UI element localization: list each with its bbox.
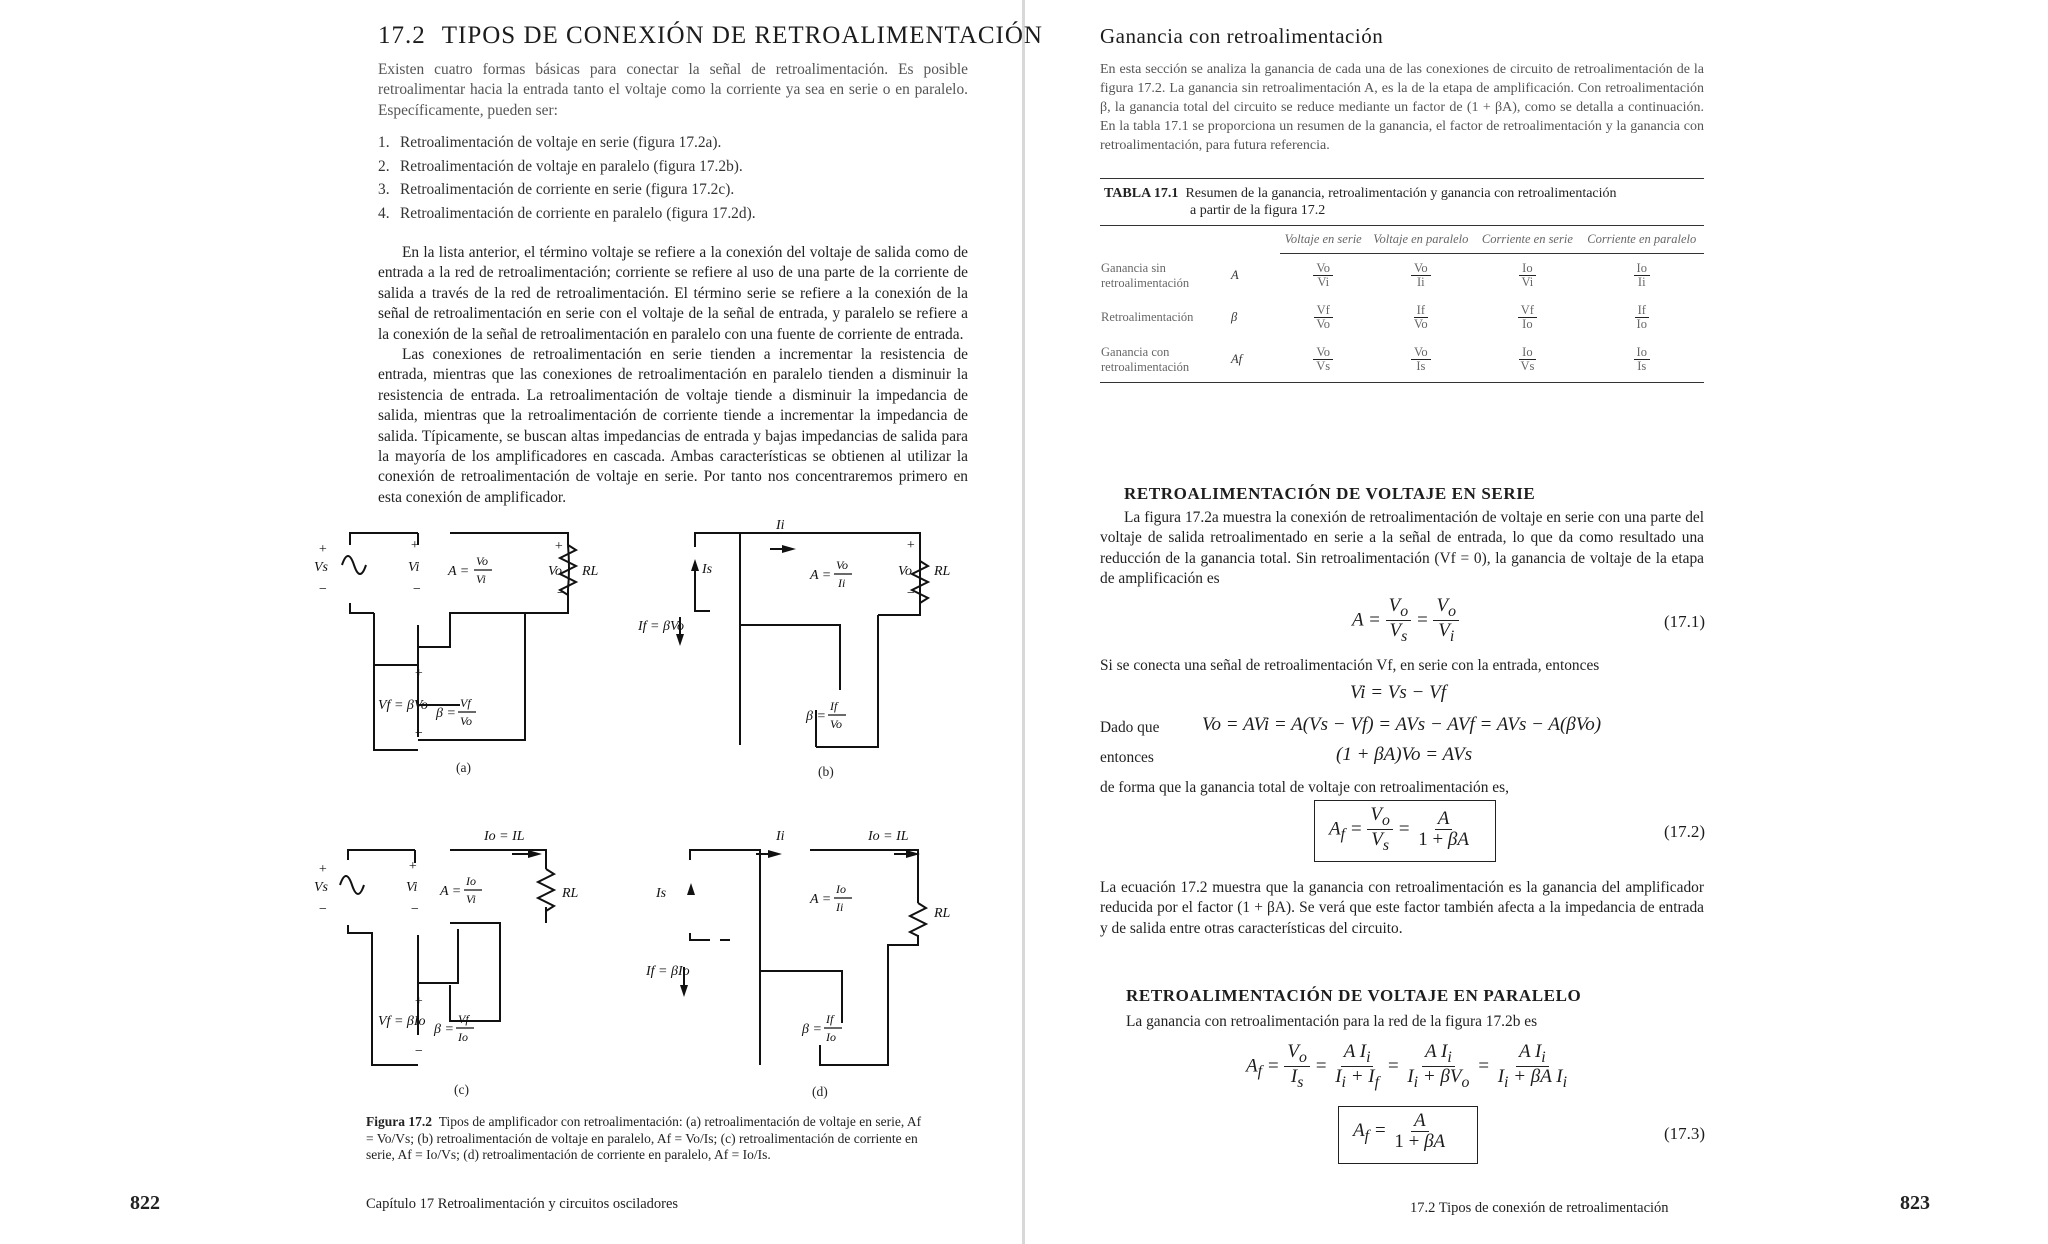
table-cell-num: Vo — [1411, 262, 1431, 276]
svg-text:Vo: Vo — [898, 564, 912, 579]
svg-text:RL: RL — [934, 906, 951, 921]
table-cell-den: Vs — [1520, 359, 1535, 373]
table-cell-den: Ii — [1417, 275, 1425, 290]
svg-text:+: + — [410, 538, 420, 553]
table-label: TABLA 17.1 — [1104, 186, 1179, 201]
table-cell-num: Io — [1519, 346, 1535, 360]
col-header: Corriente en paralelo — [1580, 226, 1705, 254]
equation-number-17-1: (17.1) — [1664, 612, 1706, 631]
arrow-ii-d — [768, 850, 782, 858]
parallel-paragraph: La ganancia con retroalimentación para la red de la figura 17.2b es — [1126, 1013, 1538, 1030]
svg-text:−: − — [412, 582, 422, 597]
col-header: Voltaje en paralelo — [1366, 226, 1475, 254]
row-label: Ganancia con retroalimentación — [1101, 344, 1190, 374]
list-item: 1. Retroalimentación de voltaje en serie (figura 17.2a). — [378, 134, 722, 151]
equation-number-17-3: (17.3) — [1664, 1124, 1706, 1143]
connection-type-list — [378, 131, 938, 225]
list-item: 2. Retroalimentación de voltaje en paralelo (figura 17.2b). — [378, 157, 743, 175]
svg-text:+: + — [906, 538, 916, 553]
table-row — [1100, 338, 1704, 382]
resistor-d — [910, 903, 926, 936]
figure-caption-text: Tipos de amplificador con retroalimentación: (a) retroalimentación de voltaje en serie, Af = Vo/Vs; (b) retroalimentación de voltaje en paralelo, Af = Vo/Is; (c) retroalimentación de corriente en serie, Af = Io/Vs; (d) retroalimentación de corriente en paralelo, Af = Io/Is. — [366, 1114, 922, 1162]
svg-text:Io = IL: Io = IL — [484, 829, 525, 844]
svg-text:If: If — [826, 1012, 834, 1026]
svg-text:β =: β = — [436, 706, 456, 721]
table-cell-den: Vi — [1521, 275, 1534, 290]
col-header: Voltaje en serie — [1280, 226, 1366, 254]
table-row — [1100, 298, 1704, 338]
figure-label-a: (a) — [456, 760, 471, 775]
resistor-c — [538, 869, 554, 911]
svg-text:β =: β = — [806, 709, 826, 724]
svg-text:RL: RL — [562, 886, 579, 901]
arrow-io-c — [528, 850, 542, 858]
figure-17-2-circuits — [300, 505, 980, 1105]
svg-text:A =: A = — [448, 564, 470, 579]
svg-text:If: If — [830, 699, 838, 713]
table-17-1 — [1100, 178, 1704, 383]
svg-text:RL: RL — [934, 564, 951, 579]
svg-text:Vf = βVo: Vf = βVo — [378, 698, 428, 713]
running-footer-right: 17.2 Tipos de conexión de retroalimentación — [1410, 1200, 1669, 1216]
section-number: 17.2 — [378, 22, 426, 49]
figure-label-d: (d) — [812, 1084, 828, 1099]
svg-text:Is: Is — [656, 886, 667, 901]
section-heading — [378, 22, 1043, 50]
svg-text:Io: Io — [826, 1030, 836, 1044]
svg-text:Vo: Vo — [460, 714, 472, 728]
running-footer-left: Capítulo 17 Retroalimentación y circuitos osciladores — [366, 1196, 679, 1212]
table-cell-num: Vo — [1313, 262, 1333, 276]
table-header-row — [1100, 226, 1704, 254]
entonces-label: entonces — [1100, 749, 1154, 766]
svg-text:−: − — [906, 586, 916, 601]
entonces-equation: (1 + βA)Vo = AVs — [1336, 744, 1473, 765]
svg-text:β =: β = — [802, 1022, 822, 1037]
svg-text:β =: β = — [434, 1022, 454, 1037]
svg-text:+: + — [318, 862, 328, 877]
svg-text:Ii: Ii — [838, 576, 846, 590]
svg-text:Ii: Ii — [776, 829, 785, 844]
list-item: 4. Retroalimentación de corriente en paralelo (figura 17.2d). — [378, 204, 756, 222]
equation-17-1: A = $\frac{V_o}{V_s}$ = $\frac{V_o}{V_i}$ — [1352, 596, 1459, 646]
svg-text:Io: Io — [466, 874, 476, 888]
section-heading-series: RETROALIMENTACIÓN DE VOLTAJE EN SERIE — [1124, 484, 1536, 503]
table-cell-num: Io — [1634, 262, 1650, 276]
table-cell-num: Vo — [1411, 346, 1431, 360]
svg-text:−: − — [318, 902, 328, 917]
svg-text:RL: RL — [582, 564, 599, 579]
book-spine — [1022, 0, 1025, 1244]
row-label: Ganancia sin retroalimentación — [1101, 260, 1190, 290]
svg-text:Vo: Vo — [476, 554, 488, 568]
table-cell-den: Io — [1636, 317, 1647, 331]
source-a — [342, 556, 366, 574]
table-cell-num: If — [1635, 304, 1649, 318]
figure-label-b: (b) — [818, 764, 834, 779]
svg-text:+: + — [318, 542, 328, 557]
svg-text:−: − — [318, 582, 328, 597]
table-title-1: Resumen de la ganancia, retroalimentación y ganancia con retroalimentación — [1185, 186, 1617, 201]
source-c — [340, 876, 364, 894]
row-symbol: Af — [1231, 352, 1243, 366]
svg-text:If = βIo: If = βIo — [646, 964, 690, 979]
table-cell-den: Vo — [1316, 317, 1331, 331]
svg-text:Is: Is — [702, 562, 713, 577]
equation-17-2-explanation: La ecuación 17.2 muestra que la ganancia con retroalimentación es la ganancia del amplificador reducida por el factor (1 + βA). Se verá que este factor también afecta a la impedancia de entrada y de salida entre otras características del circuito. — [1100, 879, 1704, 937]
svg-text:Ii: Ii — [776, 518, 785, 533]
row-label: Retroalimentación — [1101, 310, 1194, 324]
figure-caption — [366, 1114, 926, 1164]
svg-text:Vo: Vo — [836, 558, 848, 572]
svg-text:A =: A = — [810, 892, 832, 907]
svg-text:A =: A = — [440, 884, 462, 899]
summary-table — [1100, 226, 1704, 382]
svg-text:If = βVo: If = βVo — [638, 619, 684, 634]
table-cell-den: Vi — [1317, 275, 1330, 290]
gain-intro-paragraph: En esta sección se analiza la ganancia de cada una de las conexiones de circuito de retroalimentación de la figura 17.2. La ganancia sin retroalimentación A, es la de la etapa de amplificación. Con retroalimentación β, la ganancia total del circuito se reduce mediante un factor de (1 + βA), como se detalla a continuación. En la tabla 17.1 se proporciona un resumen de la ganancia, el factor de retroalimentación y la ganancia con retroalimentación, para futura referencia. — [1100, 62, 1704, 153]
svg-text:Vo: Vo — [830, 717, 842, 731]
svg-text:−: − — [414, 1044, 424, 1059]
figure-label-c: (c) — [454, 1082, 469, 1097]
svg-text:Vi: Vi — [466, 892, 476, 906]
series-paragraph: La figura 17.2a muestra la conexión de retroalimentación de voltaje en serie con una parte del voltaje de salida retroalimentado en serie a la señal de entrada, lo que da como resultado una reducción de la ganancia total. Sin retroalimentación (Vf = 0), la ganancia de voltaje de la etapa de amplificación es — [1100, 509, 1704, 588]
arrow-if-b — [676, 634, 684, 646]
table-cell-num: Vf — [1518, 304, 1537, 318]
table-cell-num: Io — [1519, 262, 1535, 276]
series-connection-text: Si se conecta una señal de retroalimentación Vf, en serie con la entrada, entonces — [1100, 657, 1600, 674]
svg-text:Vs: Vs — [314, 560, 328, 575]
equation-number-17-2: (17.2) — [1664, 822, 1706, 841]
svg-text:Io = IL: Io = IL — [868, 829, 909, 844]
table-cell-den: Ii — [1637, 275, 1646, 290]
svg-text:Io: Io — [458, 1030, 468, 1044]
parallel-gain-derivation: $A_f$ = $\frac{V_o}{I_s}$ = $\frac{A I_i}{I_i + I_f}$ = $\frac{A I_i}{I_i + \beta V_o}$ = $\frac{A I_i}{I_i + \beta A I_i}$ — [1246, 1041, 1567, 1092]
svg-text:A =: A = — [810, 568, 832, 583]
svg-text:Vi: Vi — [406, 880, 418, 895]
arrow-is-d — [687, 883, 695, 895]
arrow-ii-b — [782, 545, 796, 553]
table-cell-num: Vf — [1314, 304, 1333, 318]
body-paragraph-2: Las conexiones de retroalimentación en serie tienden a incrementar la resistencia de entrada, mientras que las conexiones de retroalimentación en paralelo tienden a disminuir la resistencia de entrada. La retroalimentación de voltaje tiende a disminuir la impedancia de salida, mientras que la retroalimentación de corriente tiende a incrementar la impedancia de salida. Típicamente, se buscan altas impedancias de entrada y bajas impedancias de salida para la mayoría de los amplificadores en cascada. Ambas características se obtienen al utilizar la conexión de retroalimentación de voltaje en serie. Por tanto nos concentraremos primero en esta conexión de amplificador. — [378, 346, 968, 506]
row-symbol: β — [1231, 310, 1238, 324]
table-cell-den: Is — [1416, 359, 1426, 373]
intro-paragraph: Existen cuatro formas básicas para conectar la señal de retroalimentación. Es posible retroalimentar hacia la entrada tanto el voltaje como la corriente ya sea en serie o en paralelo. Específicamente, pueden ser: — [378, 61, 968, 119]
svg-text:−: − — [556, 586, 566, 601]
table-cell-den: Is — [1637, 359, 1647, 373]
arrow-is-b — [691, 559, 699, 571]
svg-text:+: + — [554, 539, 564, 554]
svg-text:+: + — [414, 666, 424, 681]
section-heading-parallel: RETROALIMENTACIÓN DE VOLTAJE EN PARALELO — [1126, 986, 1582, 1005]
svg-text:+: + — [414, 994, 424, 1009]
table-row — [1100, 254, 1704, 298]
equation-17-3-box: $A_f$ = $\frac{A}{1 + \beta A}$ — [1338, 1106, 1478, 1164]
svg-text:−: − — [414, 726, 424, 741]
table-cell-num: Io — [1634, 346, 1650, 360]
list-item: 3. Retroalimentación de corriente en serie (figura 17.2c). — [378, 181, 735, 198]
table-cell-num: If — [1414, 304, 1428, 318]
svg-text:Vf: Vf — [458, 1012, 469, 1026]
page-number-right: 823 — [1900, 1192, 1930, 1214]
vi-equation: Vi = Vs − Vf — [1350, 682, 1447, 703]
right-page-heading: Ganancia con retroalimentación — [1100, 24, 1384, 48]
table-cell-den: Vs — [1316, 359, 1331, 373]
col-header: Corriente en serie — [1475, 226, 1579, 254]
equation-17-2-box: $A_f$ = $\frac{V_o}{V_s}$ = $\frac{A}{1 + \beta A}$ — [1314, 800, 1496, 862]
svg-text:Vs: Vs — [314, 880, 328, 895]
svg-text:Vf: Vf — [460, 696, 471, 710]
row-symbol: A — [1231, 268, 1239, 282]
page-number-left: 822 — [130, 1192, 160, 1214]
table-title-2: a partir de la figura 17.2 — [1190, 203, 1326, 218]
svg-text:Io: Io — [836, 882, 846, 896]
table-cell-den: Vo — [1414, 317, 1428, 331]
svg-text:Vf = βIo: Vf = βIo — [378, 1014, 426, 1029]
svg-text:−: − — [410, 902, 420, 917]
svg-text:Ii: Ii — [836, 900, 844, 914]
svg-text:Vo: Vo — [548, 564, 562, 579]
table-caption — [1100, 179, 1704, 225]
dado-que-label: Dado que — [1100, 719, 1160, 736]
svg-text:Vi: Vi — [476, 572, 486, 586]
section-title: TIPOS DE CONEXIÓN DE RETROALIMENTACIÓN — [441, 22, 1043, 49]
figure-caption-label: Figura 17.2 — [366, 1114, 432, 1129]
body-paragraph-1: En la lista anterior, el término voltaje se refiere a la conexión del voltaje de salida como de entrada a la red de retroalimentación; corriente se refiere al uso de una parte de la corriente de salida a través de la red de retroalimentación. El término serie se refiere a la conexión de la señal de retroalimentación en serie con el voltaje de la señal de entrada, y paralelo se refiere a la conexión de la señal de retroalimentación en paralelo con una fuente de corriente de entrada. — [378, 244, 968, 343]
dado-que-equation: Vo = AVi = A(Vs − Vf) = AVs − AVf = AVs − A(βVo) — [1202, 714, 1602, 735]
de-forma-text: de forma que la ganancia total de voltaje con retroalimentación es, — [1100, 779, 1509, 796]
table-cell-num: Vo — [1313, 346, 1333, 360]
table-cell-den: Io — [1522, 317, 1533, 331]
svg-text:Vi: Vi — [408, 560, 420, 575]
svg-text:+: + — [408, 859, 418, 874]
